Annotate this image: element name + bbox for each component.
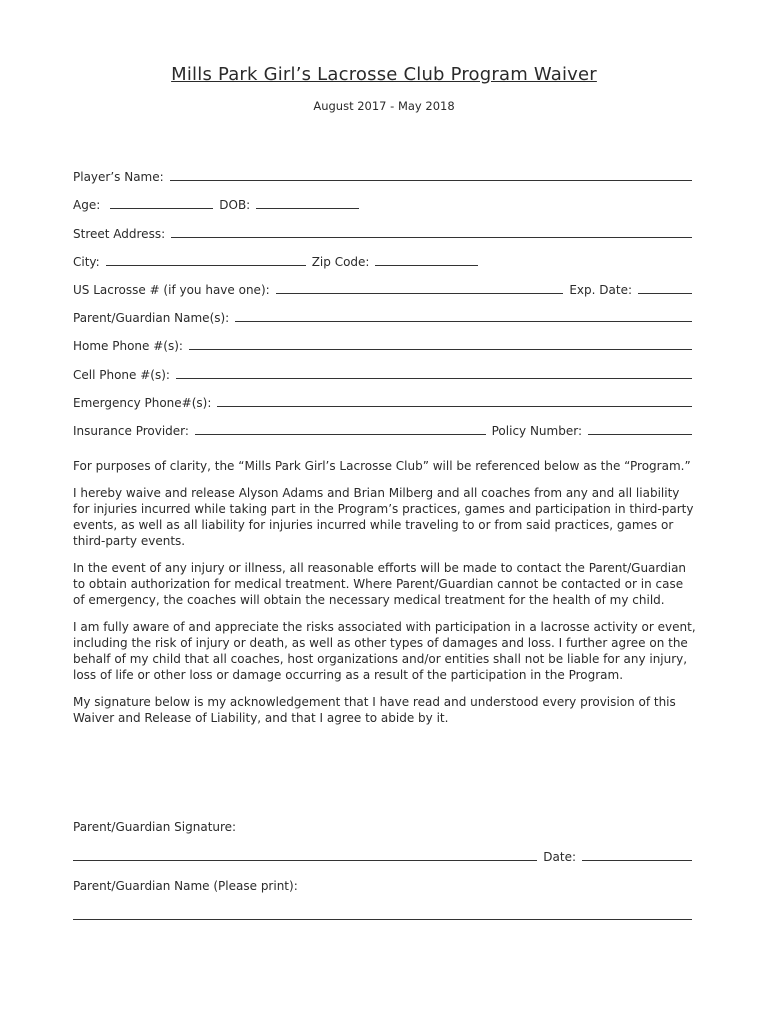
print-name-row <box>73 903 692 923</box>
print-name-line[interactable] <box>73 919 692 920</box>
insurance-provider-label: Insurance Provider: <box>73 423 189 438</box>
age-label: Age: <box>73 198 101 213</box>
city-label: City: <box>73 254 100 269</box>
emergency-phone-label: Emergency Phone#(s): <box>73 395 212 410</box>
player-info-fields <box>73 156 692 438</box>
medical-paragraph: In the event of any injury or illness, all reasonable efforts will be made to contact the Parent/Guardian to obtain authorization for medical treatment. Where Parent/Guardian cannot be contacted or in case of emergency, the coaches will obtain the necessary medical treatment for the health of my child. <box>73 561 687 607</box>
acknowledgement-paragraph: My signature below is my acknowledgement that I have read and understood every provision of this Waiver and Release of Liability, and that I agree to abide by it. <box>73 695 676 725</box>
player-name-line[interactable] <box>170 180 692 181</box>
field-emergency-phone <box>73 382 692 410</box>
signature-label: Parent/Guardian Signature: <box>73 820 237 834</box>
zip-code-label: Zip Code: <box>311 254 370 269</box>
date-line[interactable] <box>582 860 692 861</box>
home-phone-line[interactable] <box>189 349 692 350</box>
city-line[interactable] <box>106 265 306 266</box>
field-cell-phone <box>73 353 692 381</box>
field-us-lacrosse <box>73 269 692 297</box>
us-lacrosse-label: US Lacrosse # (if you have one): <box>73 282 270 297</box>
field-city-zip <box>73 241 692 269</box>
field-age-dob <box>73 184 692 212</box>
cell-phone-label: Cell Phone #(s): <box>73 367 170 382</box>
age-line[interactable] <box>110 208 213 209</box>
us-lacrosse-line[interactable] <box>276 293 564 294</box>
exp-date-label: Exp. Date: <box>569 282 632 297</box>
signature-date-row <box>73 844 692 864</box>
field-player-name <box>73 156 692 184</box>
clarity-paragraph: For purposes of clarity, the “Mills Park Girl’s Lacrosse Club” will be referenced below as the “Program.” <box>73 459 691 473</box>
field-insurance <box>73 410 692 438</box>
dob-label: DOB: <box>219 198 251 213</box>
signature-section <box>73 814 692 923</box>
cell-phone-line[interactable] <box>176 378 692 379</box>
home-phone-label: Home Phone #(s): <box>73 339 183 354</box>
player-name-label: Player’s Name: <box>73 170 164 185</box>
waiver-terms <box>73 458 697 737</box>
release-paragraph: I hereby waive and release Alyson Adams and Brian Milberg and all coaches from any and all liability for injuries incurred while taking part in the Program’s practices, games and participation in third-party events, as well as all liability for injuries incurred while traveling to or from said practices, games or third-party events. <box>73 486 694 548</box>
field-home-phone <box>73 325 692 353</box>
policy-number-label: Policy Number: <box>491 423 582 438</box>
exp-date-line[interactable] <box>638 293 692 294</box>
insurance-provider-line[interactable] <box>195 434 486 435</box>
risk-paragraph: I am fully aware of and appreciate the risks associated with participation in a lacrosse activity or event, including the risk of injury or death, as well as other types of damages and loss. I further agree on the behalf of my child that all coaches, host organizations and/or entities shall not be liable for any injury, loss of life or other loss or damage occurring as a result of the participation in the Program. <box>73 620 696 682</box>
document-title: Mills Park Girl’s Lacrosse Club Program Waiver <box>171 64 597 85</box>
policy-number-line[interactable] <box>588 434 692 435</box>
dob-line[interactable] <box>256 208 359 209</box>
parent-guardian-names-line[interactable] <box>235 321 692 322</box>
program-dates: August 2017 - May 2018 <box>313 99 455 113</box>
signature-line[interactable] <box>73 860 537 861</box>
field-parent-guardian-names <box>73 297 692 325</box>
print-name-label-row <box>73 873 692 893</box>
zip-code-line[interactable] <box>375 265 478 266</box>
print-name-label: Parent/Guardian Name (Please print): <box>73 879 298 893</box>
emergency-phone-line[interactable] <box>217 406 692 407</box>
date-label: Date: <box>543 850 576 864</box>
field-street-address <box>73 212 692 240</box>
signature-label-row <box>73 814 692 834</box>
parent-guardian-names-label: Parent/Guardian Name(s): <box>73 311 230 326</box>
street-address-line[interactable] <box>171 237 692 238</box>
street-address-label: Street Address: <box>73 226 166 241</box>
